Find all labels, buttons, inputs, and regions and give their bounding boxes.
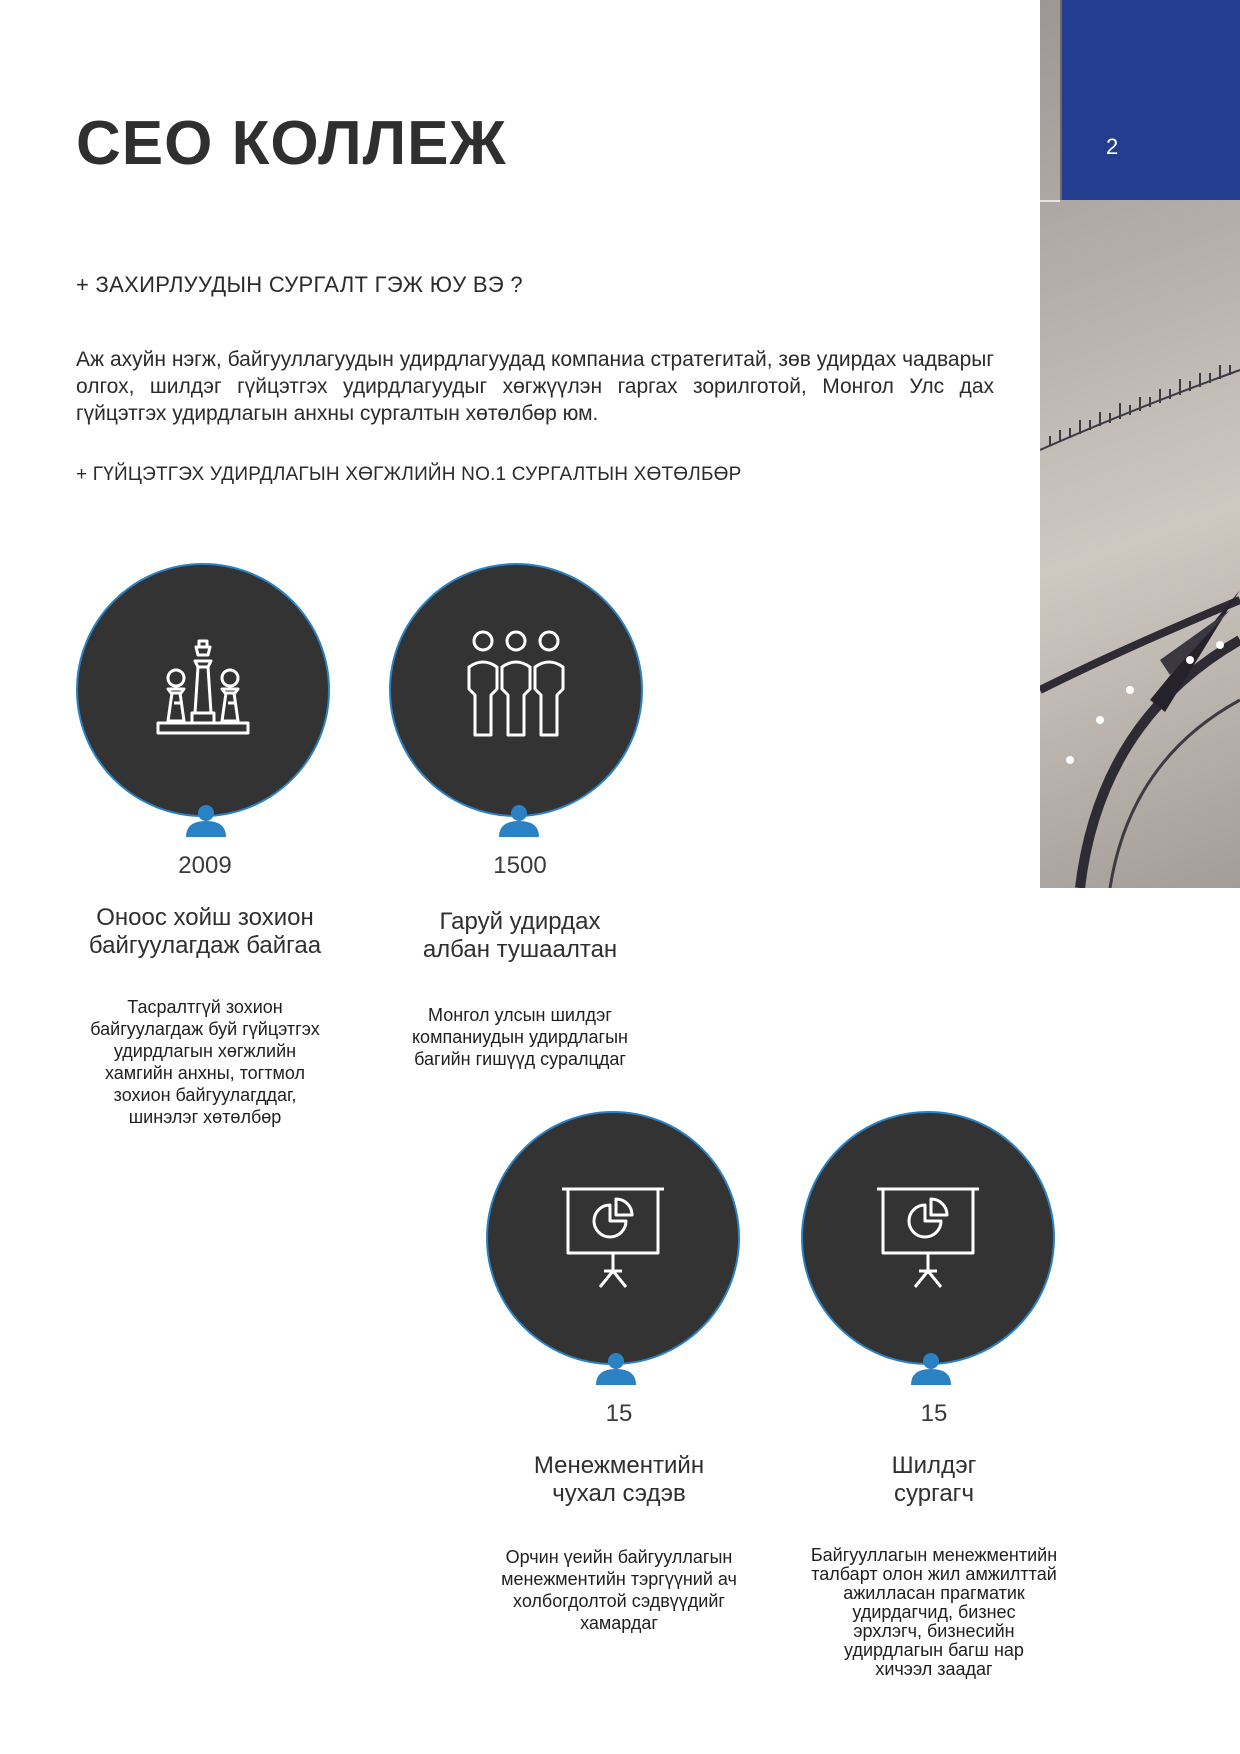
team-people-icon	[461, 627, 571, 747]
stat-description	[55, 996, 355, 1128]
desc-line: Тасралтгүй зохион	[127, 997, 283, 1017]
presentation-chart-icon	[558, 1183, 668, 1293]
intro-paragraph: Аж ахуйн нэгж, байгууллагуудын удирдлагуудад компаниа стратегитай, зөв удирдах чадварыг олгох, шилдэг гүйцэтгэх удирдлагуудыг хөгжүүлэн гаргах зорилготой, Монгол Улс дах гүйцэтгэх удирдлагын анхны сургалтын хөтөлбөр юм.	[76, 348, 994, 425]
stat-value: 15	[920, 1400, 948, 1427]
desc-line: байгуулагдаж буй гүйцэтгэх	[90, 1019, 320, 1039]
page-title: CEO КОЛЛЕЖ	[76, 109, 507, 178]
stat-value: 15	[605, 1400, 633, 1427]
stat-circle	[76, 563, 330, 817]
page-number: 2	[1106, 134, 1119, 159]
desc-line: удирдлагын багш нар	[844, 1640, 1024, 1660]
desc-line: Монгол улсын шилдэг	[428, 1005, 612, 1025]
desc-line: удирдагчид, бизнес	[852, 1602, 1016, 1622]
person-icon	[497, 803, 541, 839]
stat-label	[784, 1452, 1084, 1508]
person-icon	[184, 803, 228, 839]
stat-description	[370, 1004, 670, 1070]
person-icon	[909, 1351, 953, 1387]
stat-value: 1500	[493, 852, 547, 879]
chess-pieces-icon	[148, 635, 258, 745]
desc-line: хамардаг	[580, 1613, 658, 1633]
desc-line: хамгийн анхны, тогтмол	[105, 1063, 305, 1083]
desc-line: Орчин үеийн байгууллагын	[505, 1547, 733, 1567]
stat-description	[469, 1546, 769, 1634]
stat-label-line: албан тушаалтан	[422, 936, 618, 963]
desc-line: зохион байгуулагддаг,	[113, 1085, 297, 1105]
desc-line: талбарт олон жил амжилттай	[811, 1564, 1057, 1584]
stat-label-line: чухал сэдэв	[552, 1480, 686, 1507]
desc-line: Байгууллагын менежментийн	[810, 1545, 1058, 1565]
desc-line: хичээл заадаг	[875, 1659, 993, 1679]
stat-circle	[486, 1111, 740, 1365]
stat-label-line: Оноос хойш зохион	[96, 904, 314, 931]
desc-line: удирдлагын хөгжлийн	[113, 1041, 297, 1061]
stat-description	[784, 1546, 1084, 1679]
stat-circle	[801, 1111, 1055, 1365]
presentation-chart-icon	[873, 1183, 983, 1293]
section-subheading: + ГҮЙЦЭТГЭХ УДИРДЛАГЫН ХӨГЖЛИЙН NO.1 СУРГАЛТЫН ХӨТӨЛБӨР	[76, 464, 742, 485]
desc-line: холбогдолтой сэдвүүдийг	[513, 1591, 725, 1611]
desc-line: шинэлэг хөтөлбөр	[128, 1107, 282, 1127]
stat-label-line: Гаруй удирдах	[439, 908, 601, 935]
stat-label-line: сургагч	[894, 1480, 974, 1507]
stat-label-line: Шилдэг	[891, 1452, 977, 1479]
desc-line: эрхлэгч, бизнесийн	[853, 1621, 1015, 1641]
stat-circle	[389, 563, 643, 817]
stat-label	[370, 908, 670, 964]
stat-value: 2009	[178, 852, 232, 879]
stat-label	[55, 904, 355, 960]
desc-line: ажилласан прагматик	[843, 1583, 1025, 1603]
section-question: + ЗАХИРЛУУДЫН СУРГАЛТ ГЭЖ ЮУ ВЭ ?	[76, 272, 523, 297]
page-number-block	[1062, 0, 1240, 200]
desc-line: багийн гишүүд суралцдаг	[414, 1049, 626, 1069]
stat-label	[469, 1452, 769, 1508]
desc-line: компаниудын удирдлагын	[411, 1027, 629, 1047]
stat-label-line: байгуулагдаж байгаа	[88, 932, 322, 959]
stat-label-line: Менежментийн	[533, 1452, 705, 1479]
person-icon	[594, 1351, 638, 1387]
desc-line: менежментийн тэргүүний ач	[501, 1569, 737, 1589]
